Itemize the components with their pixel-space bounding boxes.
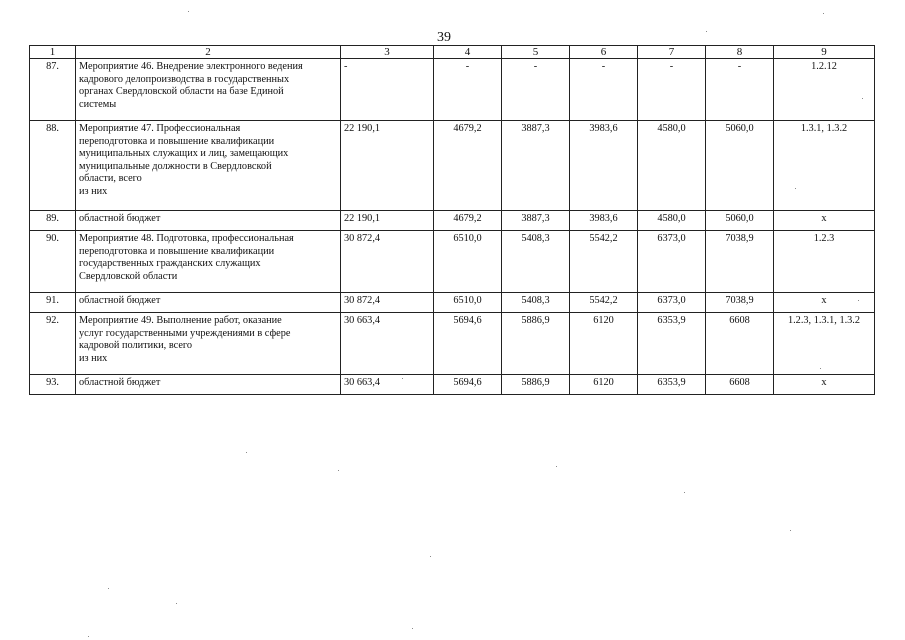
table-row <box>30 231 875 293</box>
target-code: 1.3.1, 1.3.2 <box>774 121 875 211</box>
value-cell: 6373,0 <box>638 231 706 293</box>
value-cell: 4580,0 <box>638 121 706 211</box>
measure-name-line: Свердловской области <box>79 270 178 282</box>
value-cell: 4679,2 <box>434 121 502 211</box>
value-cell: 30 872,4 <box>341 293 434 313</box>
column-header: 2 <box>76 46 341 59</box>
target-code: 1.2.3 <box>774 231 875 293</box>
target-code: x <box>774 375 875 395</box>
value-cell: 3983,6 <box>570 211 638 231</box>
value-cell: 5060,0 <box>706 121 774 211</box>
measure-name-line: из них <box>79 352 108 364</box>
column-header: 8 <box>706 46 774 59</box>
value-cell: 5408,3 <box>502 293 570 313</box>
column-header: 3 <box>341 46 434 59</box>
scan-speck <box>412 628 413 629</box>
table-body <box>30 46 875 395</box>
scan-speck <box>246 452 247 453</box>
measure-name-line: кадровой политики, всего <box>79 340 193 351</box>
value-cell: - <box>706 59 774 121</box>
target-code: 1.2.3, 1.3.1, 1.3.2 <box>774 313 875 375</box>
value-cell: 6373,0 <box>638 293 706 313</box>
value-cell: 5542,2 <box>570 293 638 313</box>
value-cell: 5694,6 <box>434 313 502 375</box>
page-number: 39 <box>437 30 451 45</box>
scan-speck <box>430 556 431 557</box>
value-cell: 3983,6 <box>570 121 638 211</box>
value-cell: 6608 <box>706 313 774 375</box>
scan-speck <box>706 31 707 32</box>
target-code: x <box>774 211 875 231</box>
value-cell: 3887,3 <box>502 211 570 231</box>
measure-name <box>76 375 341 395</box>
value-cell: 4679,2 <box>434 211 502 231</box>
measure-name-line: областной бюджет <box>79 213 161 224</box>
value-cell: 6608 <box>706 375 774 395</box>
measure-name-line: муниципальные должности в Свердловской <box>79 160 272 172</box>
scan-speck <box>556 466 557 467</box>
scan-speck <box>338 470 339 471</box>
value-cell: 6120 <box>570 375 638 395</box>
measure-name <box>76 293 341 313</box>
value-cell: - <box>341 59 434 121</box>
target-code: 1.2.12 <box>774 59 875 121</box>
value-cell: 22 190,1 <box>341 211 434 231</box>
row-number: 92. <box>30 313 76 375</box>
value-cell: 6353,9 <box>638 313 706 375</box>
measure-name-line: Мероприятие 47. Профессиональная <box>79 123 241 134</box>
row-number: 87. <box>30 59 76 121</box>
measure-name-line: Мероприятие 49. Выполнение работ, оказание <box>79 315 282 326</box>
column-header: 6 <box>570 46 638 59</box>
row-number: 93. <box>30 375 76 395</box>
measure-name-line: областной бюджет <box>79 377 161 388</box>
value-cell: 7038,9 <box>706 231 774 293</box>
value-cell: 5694,6 <box>434 375 502 395</box>
measure-name-line: Мероприятие 46. Внедрение электронного ведения <box>79 61 303 72</box>
value-cell: 6120 <box>570 313 638 375</box>
measure-name-line: Мероприятие 48. Подготовка, профессиональная <box>79 233 294 244</box>
measure-name-line: областной бюджет <box>79 295 161 306</box>
scan-speck <box>820 368 821 369</box>
value-cell: 5886,9 <box>502 375 570 395</box>
column-header: 5 <box>502 46 570 59</box>
column-header: 9 <box>774 46 875 59</box>
measure-name-line: области, всего <box>79 173 142 184</box>
scan-speck <box>790 530 791 531</box>
measure-name-line: услуг государственными учреждениями в сфере <box>79 327 291 339</box>
measure-name <box>76 121 341 211</box>
table-row <box>30 293 875 313</box>
value-cell: 5060,0 <box>706 211 774 231</box>
scan-speck <box>684 492 685 493</box>
measure-name <box>76 211 341 231</box>
value-cell: 3887,3 <box>502 121 570 211</box>
measure-name-line: органах Свердловской области на базе Единой <box>79 86 284 97</box>
scan-speck <box>858 300 859 301</box>
scan-speck <box>862 98 863 99</box>
value-cell: 6510,0 <box>434 293 502 313</box>
measure-name-line: государственных гражданских служащих <box>79 258 261 269</box>
value-cell: 5886,9 <box>502 313 570 375</box>
value-cell: 5408,3 <box>502 231 570 293</box>
value-cell: 4580,0 <box>638 211 706 231</box>
measure-name-line: кадрового делопроизводства в государственных <box>79 73 290 85</box>
scan-speck <box>176 603 177 604</box>
table-row <box>30 59 875 121</box>
measure-name <box>76 231 341 293</box>
column-header: 1 <box>30 46 76 59</box>
scan-speck <box>108 588 109 589</box>
column-header: 4 <box>434 46 502 59</box>
table-row <box>30 211 875 231</box>
row-number: 91. <box>30 293 76 313</box>
measure-name <box>76 313 341 375</box>
measure-name-line: муниципальных служащих и лиц, замещающих <box>79 148 289 159</box>
value-cell: - <box>502 59 570 121</box>
measure-name <box>76 59 341 121</box>
value-cell: 30 663,4 <box>341 313 434 375</box>
table-row <box>30 375 875 395</box>
scan-speck <box>88 636 89 637</box>
measure-name-line: переподготовка и повышение квалификации <box>79 135 275 147</box>
value-cell: 6510,0 <box>434 231 502 293</box>
scan-speck <box>402 378 403 379</box>
scan-speck <box>188 11 189 12</box>
value-cell: - <box>638 59 706 121</box>
table-row <box>30 121 875 211</box>
scan-speck <box>823 13 824 14</box>
value-cell: 7038,9 <box>706 293 774 313</box>
measure-name-line: из них <box>79 185 108 197</box>
row-number: 89. <box>30 211 76 231</box>
row-number: 90. <box>30 231 76 293</box>
value-cell: - <box>434 59 502 121</box>
scan-speck <box>795 188 796 189</box>
row-number: 88. <box>30 121 76 211</box>
table-row <box>30 313 875 375</box>
budget-table <box>29 45 875 395</box>
measure-name-line: переподготовка и повышение квалификации <box>79 245 275 257</box>
column-header: 7 <box>638 46 706 59</box>
header-row <box>30 46 875 59</box>
value-cell: 30 872,4 <box>341 231 434 293</box>
value-cell: - <box>570 59 638 121</box>
measure-name-line: системы <box>79 98 117 110</box>
value-cell: 22 190,1 <box>341 121 434 211</box>
value-cell: 6353,9 <box>638 375 706 395</box>
value-cell: 30 663,4 <box>341 375 434 395</box>
target-code: x <box>774 293 875 313</box>
value-cell: 5542,2 <box>570 231 638 293</box>
